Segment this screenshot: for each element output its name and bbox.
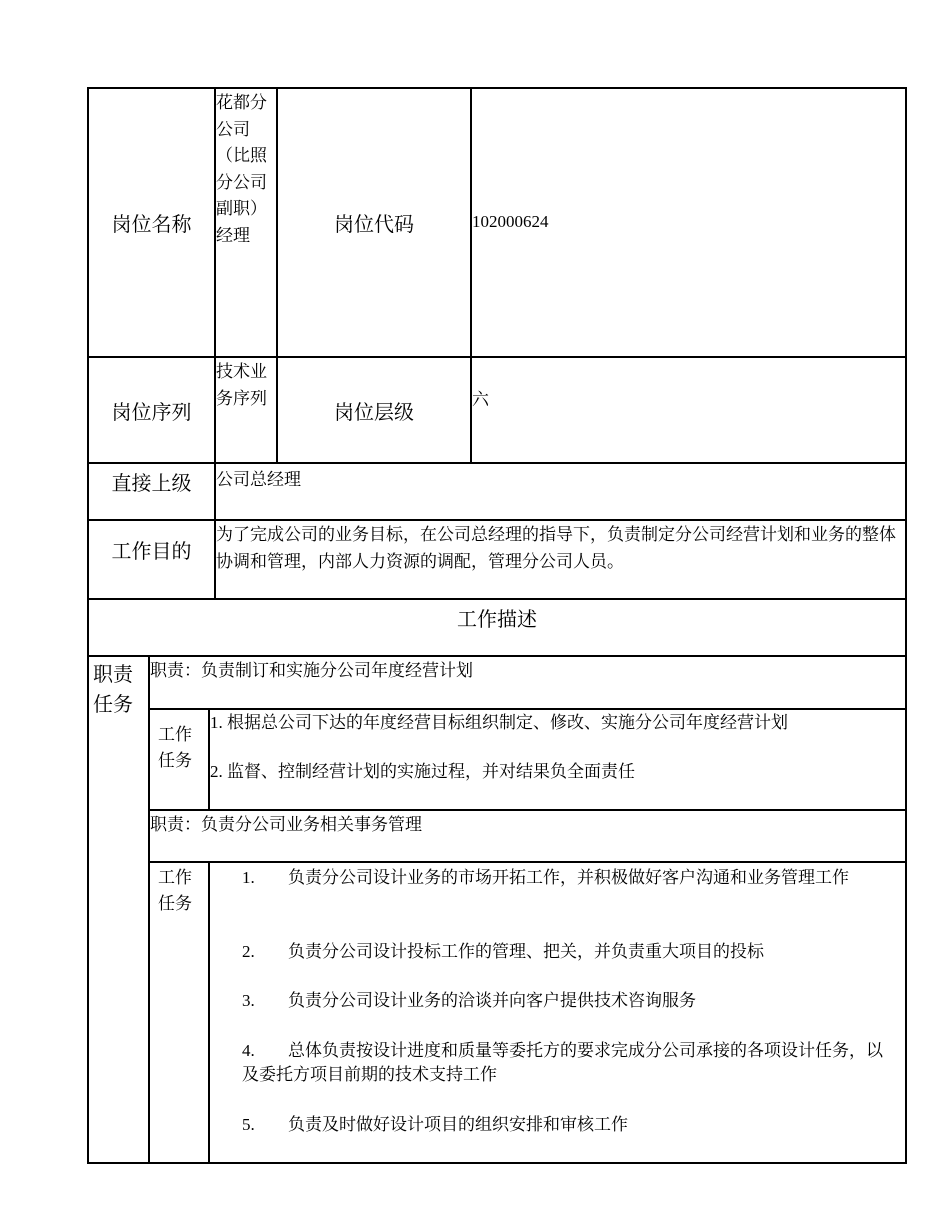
duty2-task-5 (242, 1113, 890, 1137)
duties-label: 职责任务 (93, 664, 133, 716)
post-level-value: 六 (472, 389, 489, 409)
description-header: 工作描述 (457, 608, 537, 631)
task-number: 4. (242, 1041, 255, 1060)
post-code-value: 102000624 (472, 212, 549, 232)
post-code-label: 岗位代码 (334, 214, 414, 236)
task-number: 5. (242, 1115, 255, 1134)
task-number: 2. (242, 942, 255, 961)
task-text: 负责及时做好设计项目的组织安排和审核工作 (288, 1115, 628, 1134)
task-text: 总体负责按设计进度和质量等委托方的要求完成分公司承接的各项设计任务，以及委托方项目前期的技术支持工作 (242, 1041, 883, 1084)
duty1-task-1: 1. 根据总公司下达的年度经营目标组织制定、修改、实施分公司年度经营计划 (210, 713, 788, 732)
duty1-title: 职责：负责制订和实施分公司年度经营计划 (150, 661, 473, 680)
post-name-value: 花都分公司（比照分公司副职）经理 (216, 93, 267, 245)
duty2-task-3 (242, 989, 890, 1013)
superior-label: 直接上级 (111, 472, 192, 495)
duty2-task-4 (242, 1039, 890, 1087)
duty1-task-label: 工作任务 (158, 725, 192, 770)
post-level-label: 岗位层级 (334, 401, 414, 424)
task-text: 负责分公司设计业务的市场开拓工作，并积极做好客户沟通和业务管理工作 (288, 868, 849, 887)
duty2-title: 职责：负责分公司业务相关事务管理 (150, 815, 422, 834)
post-series-label: 岗位序列 (111, 401, 192, 424)
post-series-value: 技术业务序列 (216, 362, 267, 408)
duty2-task-1 (242, 866, 890, 890)
superior-value: 公司总经理 (216, 470, 301, 489)
purpose-label: 工作目的 (111, 540, 192, 563)
duty2-task-2 (242, 940, 890, 964)
task-text: 负责分公司设计投标工作的管理、把关，并负责重大项目的投标 (288, 942, 764, 961)
duty1-task-2: 2. 监督、控制经营计划的实施过程，并对结果负全面责任 (210, 762, 635, 781)
task-number: 3. (242, 991, 255, 1010)
duty2-task-label: 工作任务 (158, 868, 192, 913)
task-text: 负责分公司设计业务的洽谈并向客户提供技术咨询服务 (288, 991, 696, 1010)
task-number: 1. (242, 868, 255, 887)
purpose-value: 为了完成公司的业务目标，在公司总经理的指导下，负责制定分公司经营计划和业务的整体协调和管理，内部人力资源的调配，管理分公司人员。 (216, 525, 896, 571)
post-name-label: 岗位名称 (111, 214, 192, 236)
